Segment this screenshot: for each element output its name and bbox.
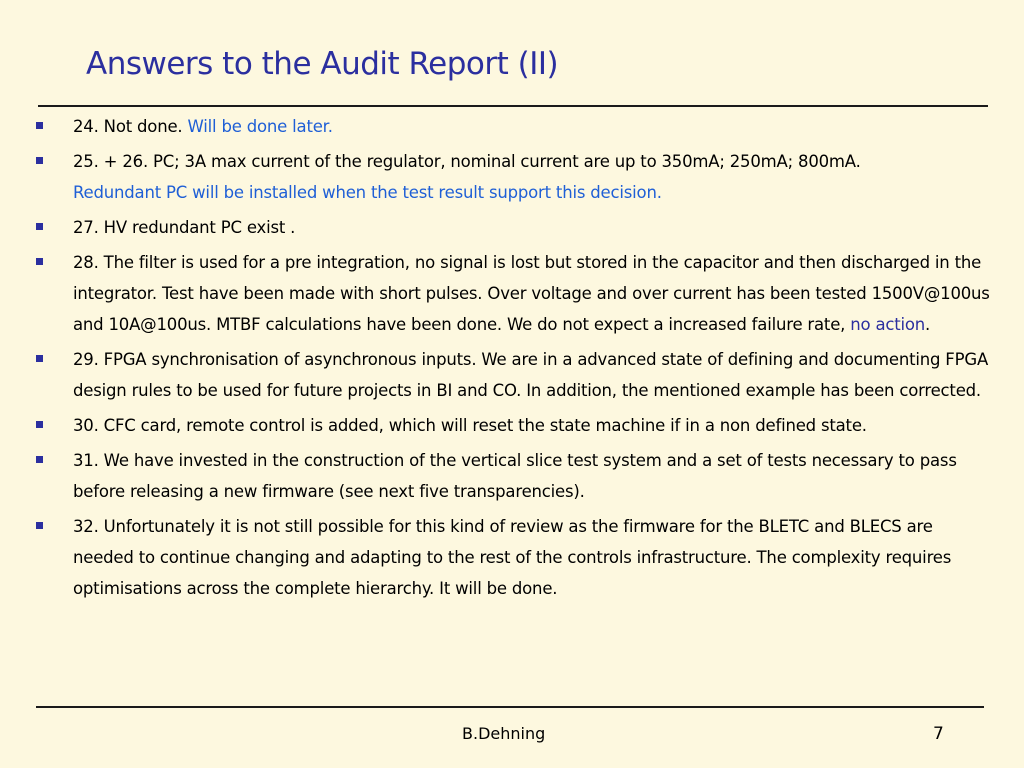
square-bullet-icon <box>36 157 43 164</box>
top-divider <box>38 105 988 107</box>
footer-author: B.Dehning <box>462 724 546 743</box>
bullet-text: 24. Not done. <box>73 117 188 136</box>
square-bullet-icon <box>36 456 43 463</box>
bullet-item-27 <box>36 212 996 243</box>
page-number: 7 <box>933 724 944 744</box>
bullet-item-29 <box>36 344 996 406</box>
bullet-text: 27. HV redundant PC exist . <box>73 218 296 237</box>
square-bullet-icon <box>36 421 43 428</box>
bullet-text: 25. + 26. PC; 3A max current of the regulator, nominal current are up to 350mA; 250mA; 800mA. <box>73 152 861 171</box>
bottom-divider <box>36 706 984 708</box>
square-bullet-icon <box>36 258 43 265</box>
slide-title: Answers to the Audit Report (II) <box>86 46 559 82</box>
bullet-highlight: no action <box>850 315 926 334</box>
bullet-highlight: Redundant PC will be installed when the test result support this decision. <box>73 183 662 202</box>
bullet-text: 32. Unfortunately it is not still possible for this kind of review as the firmware for the BLETC and BLECS are needed to continue changing and adapting to the rest of the controls infrastructure. The complexity requires optimisations across the complete hierarchy. It will be done. <box>73 517 952 598</box>
bullet-text: 30. CFC card, remote control is added, which will reset the state machine if in a non defined state. <box>73 416 867 435</box>
bullet-text: 28. The filter is used for a pre integration, no signal is lost but stored in the capacitor and then discharged in the integrator. Test have been made with short pulses. Over voltage and over current has been tested 1500V@100us and 10A@100us. MTBF calculations have been done. We do not expect a increased failure rate, <box>73 253 990 334</box>
bullet-item-28 <box>36 247 996 340</box>
bullet-list <box>36 111 996 608</box>
bullet-tail: . <box>925 315 931 334</box>
bullet-highlight: Will be done later. <box>187 117 333 136</box>
square-bullet-icon <box>36 122 43 129</box>
bullet-text: 31. We have invested in the construction of the vertical slice test system and a set of tests necessary to pass before releasing a new firmware (see next five transparencies). <box>73 451 957 501</box>
bullet-item-25-26 <box>36 146 996 208</box>
square-bullet-icon <box>36 223 43 230</box>
bullet-item-31 <box>36 445 996 507</box>
bullet-item-24 <box>36 111 996 142</box>
square-bullet-icon <box>36 355 43 362</box>
square-bullet-icon <box>36 522 43 529</box>
bullet-item-32 <box>36 511 996 604</box>
bullet-text: 29. FPGA synchronisation of asynchronous inputs. We are in a advanced state of defining and documenting FPGA design rules to be used for future projects in BI and CO. In addition, the mentioned example has been corrected. <box>73 350 989 400</box>
bullet-item-30 <box>36 410 996 441</box>
